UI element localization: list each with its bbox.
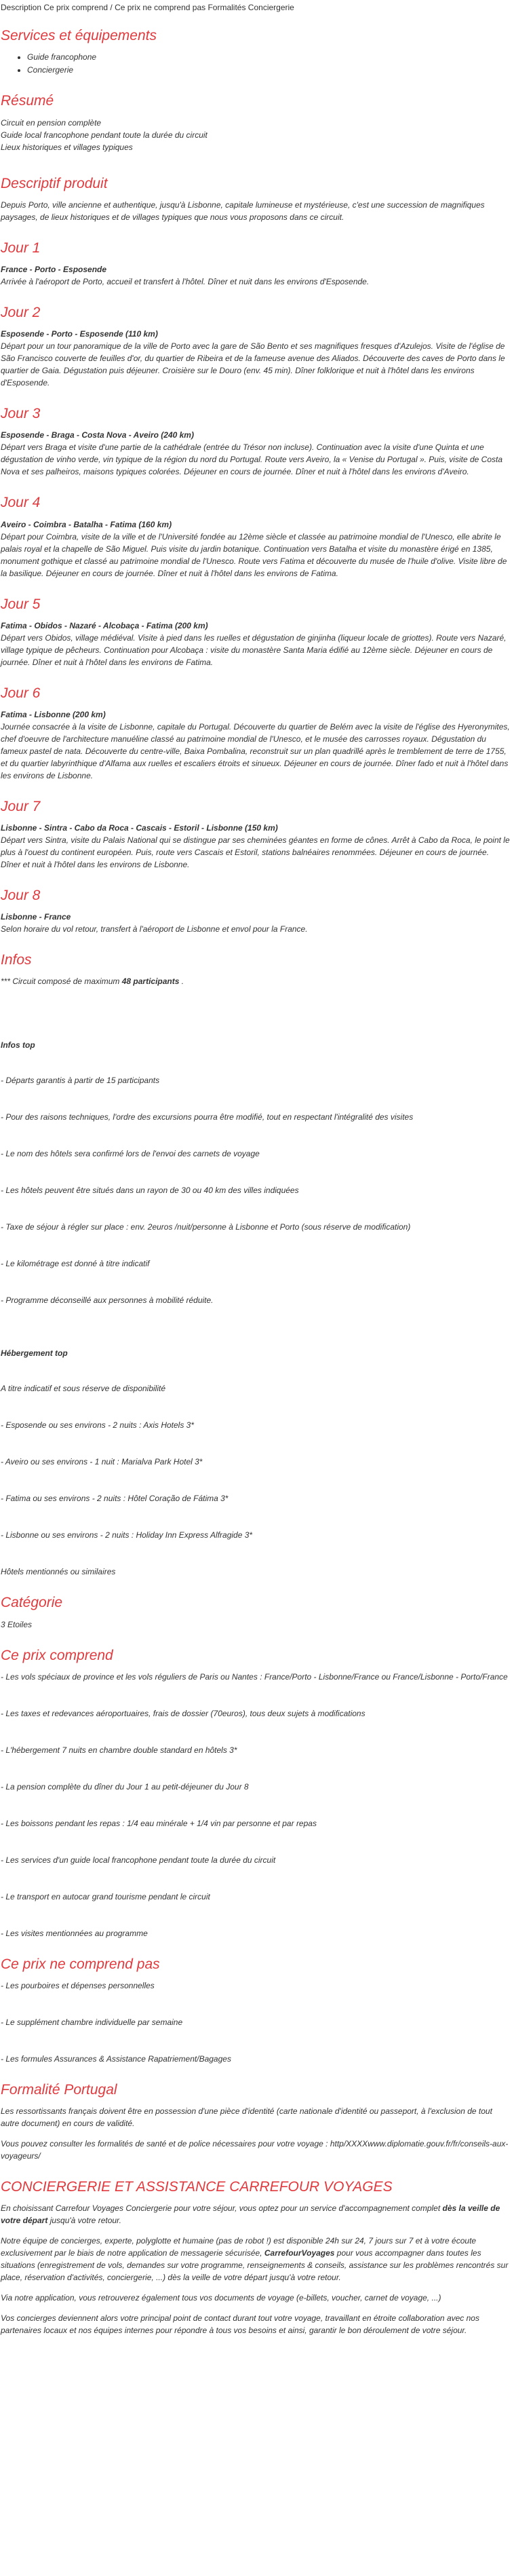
infos-top-item: - Le kilométrage est donné à titre indicatif [1, 1259, 150, 1269]
conciergerie-p1 [1, 2202, 511, 2227]
day-5-title: Jour 5 [1, 596, 41, 612]
day-3-block [1, 429, 511, 478]
formalite-title: Formalité Portugal [1, 2082, 117, 2098]
formalite-text: Les ressortissants français doivent être en possession d'une pièce d'identité (carte nationale d'identité ou passeport, à l'exclusion de tout autre document) en cours de validité. [1, 2106, 492, 2129]
day-route: France - Porto - Esposende [1, 264, 107, 274]
conciergerie-p2-suffix: pour vous accompagner dans toutes les situations (enregistrement de vols, demandes sur votre programme, renseignements & conseils, assistance sur les problèmes rencontrés sur place, réservation d'activités, conciergerie, ...) dès la veille de votre départ jusqu'à votre retour. [1, 2248, 509, 2283]
day-7-block [1, 822, 511, 871]
conciergerie-p2-prefix: Notre équipe de concierges, experte, polyglotte et humaine (pas de robot !) est disponible 24h sur 24, 7 jours sur 7 et à votre écoute exclusivement par le biais de notre application de messagerie sécurisée, [1, 2236, 477, 2258]
infos-intro-bold: 48 participants [121, 977, 180, 987]
comprend-item: - La pension complète du dîner du Jour 1 au petit-déjeuner du Jour 8 [1, 1781, 249, 1792]
conciergerie-p3: Via notre application, vous retrouverez également tous vos documents de voyage (e-billets, voucher, carnet de voyage, ...) [1, 2293, 441, 2303]
day-route: Fatima - Lisbonne (200 km) [1, 709, 106, 719]
day-6-title: Jour 6 [1, 685, 41, 701]
day-5-block [1, 620, 511, 668]
day-8-block [1, 911, 511, 935]
day-4-block [1, 518, 511, 580]
infos-intro [1, 975, 511, 987]
day-route: Lisbonne - Sintra - Cabo da Roca - Cascais - Estoril - Lisbonne (150 km) [1, 823, 278, 833]
comprend-item: - Les taxes et redevances aéroportuaires, frais de dossier (70euros), tous deux sujets à modifications [1, 1708, 365, 1718]
day-text: Départ vers Sintra, visite du Palais National qui se distingue par ses cheminées géantes en forme de cônes. Arrêt à Cabo da Roca, le point le plus à l'ouest du continent européen. Puis, route vers Cascais et Estoril, stations balnéaires renommées. Déjeuner en cours de journée. Dîner et nuit à l'hôtel dans les environs de Lisbonne. [1, 835, 510, 870]
infos-top-item: - Les hôtels peuvent être situés dans un rayon de 30 ou 40 km des villes indiquées [1, 1186, 299, 1196]
formalite-link[interactable]: Vous pouvez consulter les formalités de santé et de police nécessaires pour votre voyage : http/XXXXwww.diplomatie.gouv.fr/fr/conseils-aux-voyageurs/ [1, 2139, 509, 2161]
infos-top-list [1, 1074, 511, 1306]
hebergement-item: - Esposende ou ses environs - 2 nuits : Axis Hotels 3* [1, 1420, 195, 1431]
day-7-title: Jour 7 [1, 798, 41, 814]
resume-block [1, 117, 511, 153]
ne-comprend-item: - Le supplément chambre individuelle par semaine [1, 2018, 183, 2027]
day-1-block [1, 263, 511, 288]
comprend-item: - Les services d'un guide local francophone pendant toute la durée du circuit [1, 1855, 276, 1865]
day-text: Départ vers Braga et visite d'une partie de la cathédrale (entrée du Trésor non incluse). Continuation avec la visite d'une Quinta et une dégustation de vinho verde, vin typique de la région du nord du Portugal. Route vers Aveiro, la « Venise du Portugal ». Puis, visite de Costa Nova et ses palheiros, maisons typiques colorées. Déjeuner en cours de journée. Dîner et nuit à l'hôtel dans les environs d'Aveiro. [1, 442, 503, 477]
categorie-value: 3 Etoiles [1, 1619, 33, 1629]
infos-top-item: - Programme déconseillé aux personnes à mobilité réduite. [1, 1295, 214, 1306]
day-route: Lisbonne - France [1, 912, 71, 922]
conciergerie-p1-prefix: En choisissant Carrefour Voyages Conciergerie pour votre séjour, vous optez pour un service d'accompagnement complet [1, 2203, 443, 2214]
services-item: • Guide francophone [27, 51, 511, 64]
conciergerie-title: CONCIERGERIE ET ASSISTANCE CARREFOUR VOYAGES [1, 2179, 393, 2195]
day-text: Journée consacrée à la visite de Lisbonne, capitale du Portugal. Découverte du quartier de Belém avec la visite de l'église des Hyeronymites, chef d'oeuvre de l'architecture manuéline classé au patrimoine mondial de l'Unesco, et le musée des carrosses royaux. Dégustation du fameux pastel de nata. Découverte du centre-ville, Baixa Pombalina, reconstruit sur un plan quadrillé après le tremblement de terre de 1755, et du quartier labyrinthique d'Alfama aux ruelles et escaliers étroits et sinueux. Déjeuner en cours de journée. Dîner fado et nuit à l'hôtel dans les environs de Lisbonne. [1, 721, 510, 780]
comprend-item: - Les visites mentionnées au programme [1, 1928, 148, 1938]
ne-comprend-item: - Les formules Assurances & Assistance Rapatriement/Bagages [1, 2054, 231, 2064]
resume-line: Circuit en pension complète [1, 117, 102, 128]
day-6-block [1, 708, 511, 782]
resume-line: Guide local francophone pendant toute la durée du circuit [1, 130, 207, 140]
day-text: Arrivée à l'aéroport de Porto, accueil et transfert à l'hôtel. Dîner et nuit dans les environs d'Esposende. [1, 276, 370, 286]
comprend-item: - Le transport en autocar grand tourisme pendant le circuit [1, 1891, 210, 1901]
descriptif-text: Depuis Porto, ville ancienne et authentique, jusqu'à Lisbonne, capitale lumineuse et mystérieuse, c'est une succession de magnifiques paysages, de lieux historiques et de villages typiques que nous vous proposons dans ce circuit. [1, 200, 485, 222]
comprend-item: - L'hébergement 7 nuits en chambre double standard en hôtels 3* [1, 1745, 237, 1755]
infos-top-label: Infos top [1, 1040, 35, 1050]
comprend-item: - Les boissons pendant les repas : 1/4 eau minérale + 1/4 vin par personne et par repas [1, 1818, 317, 1828]
day-route: Aveiro - Coimbra - Batalha - Fatima (160 km) [1, 519, 172, 529]
infos-intro-suffix: . [179, 977, 184, 987]
infos-title: Infos [1, 952, 32, 968]
day-2-block [1, 328, 511, 389]
comprend-list [1, 1671, 511, 1939]
conciergerie-p4: Vos concierges deviennent alors votre principal point de contact durant tout votre voyage, travaillant en étroite collaboration avec nos partenaires locaux et nos équipes internes pour répondre à tous vos besoins et ainsi, garantir le bon déroulement de votre séjour. [1, 2313, 479, 2336]
categorie-title: Catégorie [1, 1595, 63, 1611]
ne-comprend-title: Ce prix ne comprend pas [1, 1956, 160, 1972]
services-list [1, 51, 511, 76]
day-text: Départ vers Obidos, village médiéval. Visite à pied dans les ruelles et dégustation de ginjinha (liqueur locale de griottes). Route vers Nazaré, village typique de pêcheurs. Continuation pour Alcobaça : visite du monastère Santa Maria édifié au 12ème siècle. Déjeuner en cours de journée. Dîner et nuit à l'hôtel dans les environs de Fatima. [1, 632, 507, 667]
day-4-title: Jour 4 [1, 495, 41, 511]
day-1-title: Jour 1 [1, 240, 41, 256]
day-text: Départ pour un tour panoramique de la ville de Porto avec la gare de São Bento et ses magnifiques fresques d'Azulejos. Visite de l'église de São Francisco couverte de feuilles d'or, du quartier de Ribeira et de la fameuse avenue des Aliados. Découverte des caves de Porto dans le quartier de Gaia. Dégustation puis déjeuner. Croisière sur le Douro (env. 45 min). Dîner folklorique et nuit à l'hôtel dans les environs d'Esposende. [1, 341, 505, 388]
resume-title: Résumé [1, 93, 54, 109]
services-item: • Conciergerie [27, 64, 511, 77]
comprend-title: Ce prix comprend [1, 1647, 113, 1663]
conciergerie-p1-bold: dès la veille de votre départ [1, 2203, 500, 2226]
conciergerie-p2 [1, 2235, 511, 2284]
hebergement-item: - Lisbonne ou ses environs - 2 nuits : Holiday Inn Express Alfragide 3* [1, 1530, 253, 1540]
conciergerie-p1-suffix: jusqu'à votre retour. [47, 2216, 121, 2226]
day-route: Esposende - Porto - Esposende (110 km) [1, 329, 158, 339]
hebergement-outro: Hôtels mentionnés ou similaires [1, 1567, 116, 1577]
day-text: Départ pour Coimbra, visite de la ville et de l'Université fondée au 12ème siècle et classée au patrimoine mondial de l'Unesco, elle abrite le palais royal et la chapelle de São Miguel. Puis visite du jardin botanique. Continuation vers Batalha et visite du monastère érigé en 1385, monument gothique et classé au patrimoine mondial de l'Unesco. Route vers Fatima et découverte du musée de l'huile d'olive. Visite libre de la basilique. Déjeuner en cours de journée. Dîner et nuit à l'hôtel dans les environs de Fatima. [1, 531, 507, 578]
day-8-title: Jour 8 [1, 888, 41, 904]
day-3-title: Jour 3 [1, 406, 41, 422]
hebergement-intro: A titre indicatif et sous réserve de disponibilité [1, 1384, 166, 1394]
conciergerie-p2-bold: CarrefourVoyages [264, 2248, 335, 2258]
day-text: Selon horaire du vol retour, transfert à l'aéroport de Lisbonne et envol pour la France. [1, 924, 308, 934]
ne-comprend-item: - Les pourboires et dépenses personnelles [1, 1981, 155, 1990]
infos-intro-prefix: *** Circuit composé de maximum [1, 977, 122, 987]
infos-top-item: - Pour des raisons techniques, l'ordre des excursions pourra être modifié, tout en respectant l'intégralité des visites [1, 1112, 414, 1122]
infos-top-item: - Taxe de séjour à régler sur place : env. 2euros /nuit/personne à Lisbonne et Porto (sous réserve de modification) [1, 1222, 411, 1232]
resume-line: Lieux historiques et villages typiques [1, 142, 133, 152]
hebergement-label: Hébergement top [1, 1348, 68, 1359]
hebergement-item: - Fatima ou ses environs - 2 nuits : Hôtel Coração de Fátima 3* [1, 1494, 229, 1504]
day-route: Fatima - Obidos - Nazaré - Alcobaça - Fatima (200 km) [1, 620, 208, 630]
comprend-item: - Les vols spéciaux de province et les vols réguliers de Paris ou Nantes : France/Porto - Lisbonne/France ou France/Lisbonne - Porto/France [1, 1671, 508, 1682]
infos-top-item: - Le nom des hôtels sera confirmé lors de l'envoi des carnets de voyage [1, 1149, 260, 1159]
breadcrumb: Description Ce prix comprend / Ce prix ne comprend pas Formalités Conciergerie [1, 3, 294, 12]
infos-top-item: - Départs garantis à partir de 15 participants [1, 1076, 160, 1086]
ne-comprend-list [1, 1980, 511, 2065]
services-title: Services et équipements [1, 28, 157, 43]
hebergement-list [1, 1419, 511, 1541]
descriptif-title: Descriptif produit [1, 175, 108, 191]
day-route: Esposende - Braga - Costa Nova - Aveiro (240 km) [1, 430, 194, 440]
day-2-title: Jour 2 [1, 304, 41, 320]
hebergement-item: - Aveiro ou ses environs - 1 nuit : Marialva Park Hotel 3* [1, 1457, 203, 1467]
